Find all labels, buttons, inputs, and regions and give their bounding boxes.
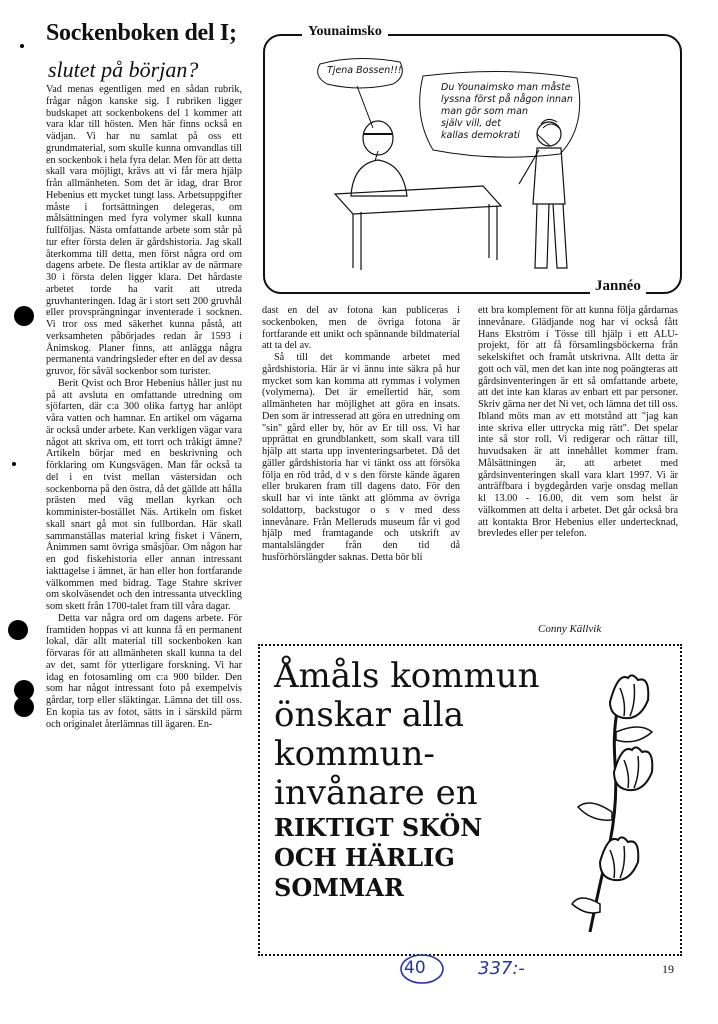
bubble-2-line: kallas demokrati xyxy=(441,130,520,141)
bubble-2-text xyxy=(441,82,581,142)
seated-man-head xyxy=(363,121,393,155)
tulip-flower xyxy=(614,747,652,790)
margin-dot xyxy=(12,462,16,466)
tulip-flower xyxy=(600,837,638,880)
paragraph: Så till det kommande arbetet med gårdshistoria. Här är vi ännu inte säkra på hur mycket som kan komma att rymmas i volymen (volymerna). Det är emellertid här, som allmänheten har möjlighet att göra en insats. Den som är intresserad att göra en utredning om "sin" gård eller by, hör av Er till oss. Vi har upprättat en grundblankett, som skall vara till hjälp att starta upp inventeringsarbetet. Då det gäller gårdshistoria har vi tänkt oss att försöka följa en röd tråd, d v s den förste kände ägaren eller brukaren fram till dagens dato. För den skull har vi inte tänkt att glömma av övriga soldattorp, backstugor o s v med dess innevånare. Från Melleruds museum får vi god hjälp med framtagande och utskrift av mantalslängder från den tid då husförhörslängder saknas. Detta bör bli xyxy=(262,352,460,563)
paragraph: ett bra komplement för att kunna följa gårdarnas innevånare. Glädjande nog har vi också fått Hans Ekström i Tösse till hjälp i ett ALU-projekt, för att få församlingsböckerna från sekelskiftet och framåt utskrivna. Allt detta är gott och väl, men det kan inte nog poängteras att gårdsinventeringen är ett så omfattande arbete, att det inte kan klaras av enbart ett par personer. Skriv gärna ner det Ni vet, och lämna det till oss. Ibland möts man av ett motstånd att "jag kan inte skriva eller uttrycka mig rätt". Det spelar inte så stor roll. Vi redigerar och rättar till, huvudsaken är att innehållet kommer fram. Målsättningen är, att arbetet med gårdsinventeringen skall vara klart 1997. Vi är anträffbara i bygdegården varje onsdag mellan kl 13.00 - 16.00, dit vem som helst är välkommen att delta i arbetet. Det går också bra att kontakta Bror Hebenius eller undertecknad, brevledes eller per telefon. xyxy=(478,305,678,540)
ad-bold-line: RIKTIGT SKÖN xyxy=(274,813,483,842)
article-column-3 xyxy=(478,305,678,540)
bubble-2-line: lyssna först på någon innan xyxy=(441,94,573,105)
paragraph: Detta var några ord om dagens arbete. För framtiden hoppas vi att kunna få en permanent lokal, där allt material till sockenboken kan förvaras för att allmänheten skall kunna ta del av det, samt för ytterligare forskning. Vi har idag en fotosamling om c:a 900 bilder. Den som har något intressant foto på exempelvis gårdar, torp eller släktingar. Lämna det till oss. En kopia tas av fotot, sätts in i särskild pärm och originalet återlämnas till ägaren. En- xyxy=(46,612,242,730)
article-subtitle: slutet på början? xyxy=(48,57,199,82)
bubble-2-line: själv vill, det xyxy=(441,118,501,129)
handwritten-price: 337:- xyxy=(478,958,525,979)
ad-line: invånare en xyxy=(274,773,478,813)
cartoon-title: Younaimsko xyxy=(302,24,388,40)
ad-line: önskar alla xyxy=(274,695,465,735)
paragraph: dast en del av fotona kan publiceras i sockenboken, men de övriga fotona är fortfarande ett unikt och spännande bildmaterial att ta del av. xyxy=(262,305,460,352)
advertisement-text xyxy=(274,657,574,903)
article-column-2 xyxy=(262,305,460,564)
paragraph: Vad menas egentligen med en sådan rubrik, frågar någon kanske sig. I rubriken ligger budskapet att sockenbokens del 1 kommer att vara klar till hösten. Men här finns också en vädjan. Vi har nu samlat på oss ett grundmaterial, som skulle kunna omvandlas till en sockenbok i hela fyra delar. Men för att detta skall vara möjligt, krävs att vi får mera hjälp från allmänheten. Som det är idag, drar Bror Hebenius ett mycket tungt lass. Arbetsuppgifter måste i fortsättningen delegeras, om målsättningen med fyra volymer skall kunna fullföljas. Nästa omfattande arbete som står på tur efter första delen är gårdshistoria. Jag skall återkomma till detta, men först några ord om dagens arbete. De flesta artiklar av de närmare 30 i första delen ligger klara. Det hårdaste arbetet torde ha varit att utreda gruvhanteringen. Idag är i stort sett 200 gruvhål eller provsprängningar inventerade i socknen. Vi tror oss med säkerhet kunna påstå, att verksamheten påbörjades redan år 1593 i Ånimskog. Planer finns, att anlägga några permanenta vandringsleder efter en del av dessa gruvor, för såväl sockenbor som turister. xyxy=(46,84,242,377)
bubble-2-line: Du Younaimsko man måste xyxy=(441,82,571,93)
bubble-1-text: Tjena Bossen!!! xyxy=(327,65,402,76)
page-number: 19 xyxy=(662,962,674,976)
cartoon-artist: Jannéo xyxy=(590,278,646,295)
ad-line: kommun- xyxy=(274,734,435,774)
handwritten-circled-number: 40 xyxy=(404,958,426,978)
signature: Conny Källvik xyxy=(538,623,602,635)
ad-bold-line: SOMMAR xyxy=(274,873,404,902)
bubble-2-line: man gör som man xyxy=(441,106,529,117)
margin-dot xyxy=(20,44,24,48)
punch-hole xyxy=(14,306,34,326)
paragraph: Berit Qvist och Bror Hebenius håller just nu på att avsluta en omfattande utredning om sjöfarten, där c:a 300 olika fartyg har anlöpt våra vatten och hamnar. En artikel om vägarna är också under arbete. Kan verkligen vägar vara något att skriva om, ett torrt och tråkigt ämne? Artikeln börjar med en beskrivning och förklaring om Kungsvägen. Man får också ta del i en tvist mellan västersidan och sockenborna på den östra, då det gällde att hålla prästen med väg mellan kyrkan och komminister-bostället Näs. Artikeln om fisket skall snart gå mot sin fullbordan. Här skall sammanställas material kring fisket i Vänern, Ånimmen samt övriga småsjöar. Om någon har en god fiskehistoria eller annan intressant iakttagelse i ämnet, är han eller hon fortfarande välkommen med bidrag. Tage Stahre skriver om skolväsendet och den intressanta utveckling som skett från 1700-talet fram till våra dagar. xyxy=(46,377,242,612)
tulip-flower xyxy=(610,675,648,718)
table xyxy=(335,186,501,214)
ad-line: Åmåls kommun xyxy=(274,656,540,696)
cartoon-frame xyxy=(263,34,682,294)
tulip-illustration xyxy=(570,672,670,937)
punch-hole xyxy=(8,620,28,640)
article-column-1 xyxy=(46,84,242,730)
ad-bold-line: OCH HÄRLIG xyxy=(274,843,455,872)
punch-hole xyxy=(14,697,34,717)
article-title: Sockenboken del I; xyxy=(46,20,237,46)
